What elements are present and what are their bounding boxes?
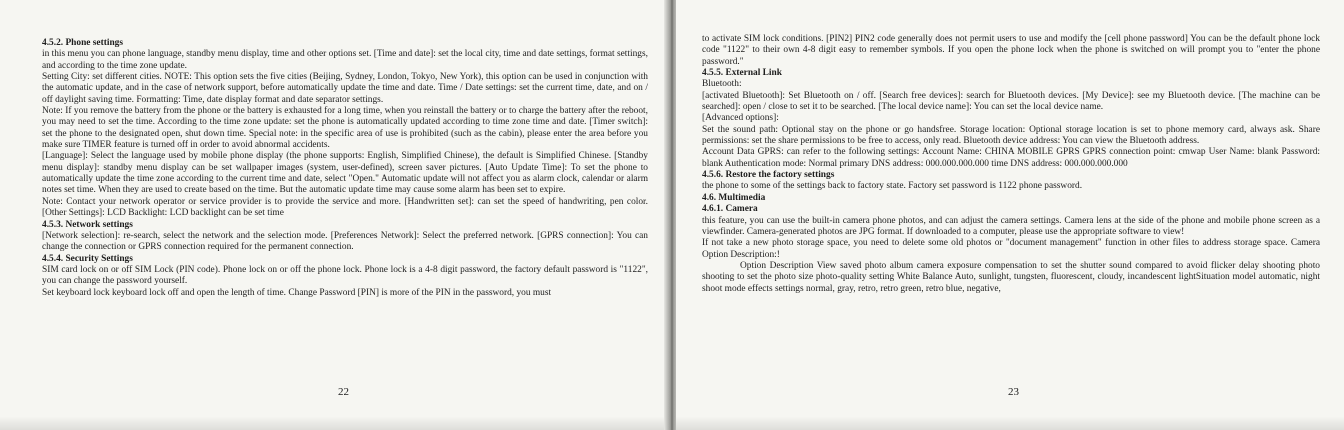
page-shadow (0, 416, 668, 430)
section-heading: 4.5.6. Restore the factory settings (702, 170, 835, 181)
section-heading: 4.5.3. Network settings (42, 219, 133, 230)
right-page-text (702, 34, 1320, 295)
paragraph: the phone to some of the settings back to factory state. Factory set password is 1122 phone password. (702, 181, 1083, 192)
paragraph: to activate SIM lock conditions. [PIN2] PIN2 code generally does not permit users to use and modify the [cell phone password] You can be the default phone lock code "1122" to their own 4-8 digit easy to remember symbols. If you open the phone lock when the phone is switched on will prompt you to "enter the phone password." (702, 34, 1320, 67)
paragraph: Setting City: set different cities. NOTE: This option sets the five cities (Beijing, Sydney, London, Tokyo, New York), this option can be used in conjunction with the automatic update, and in the case of network support, before automatically update the time and date. Time / Date settings: set the current time, date, and on / off daylight saving time. Formatting: Time, date display format and date separator settings. (42, 72, 648, 105)
paragraph: If not take a new photo storage space, you need to delete some old photos or "document management" function in other files to address storage space. Camera Option Description:! (702, 238, 1320, 260)
left-page-text (42, 38, 648, 299)
section-heading: 4.5.4. Security Settings (42, 253, 133, 264)
paragraph: [activated Bluetooth]: Set Bluetooth on / off. [Search free devices]: search for Bluetooth devices. [My Device]: see my Bluetooth device. [The machine can be searched]: open / close to set it to be searched. [The local device name]: You can set the local device name. (702, 90, 1320, 113)
paragraph: SIM card lock on or off SIM Lock (PIN code). Phone lock on or off the phone lock. Phone lock is a 4-8 digit password, the factory default password is "1122", you can change the password yourself. (42, 264, 648, 287)
paragraph: Set the sound path: Optional stay on the phone or go handsfree. Storage location: Optional storage location is set to phone memory card, always ask. Share permissions: set the share permissions to be free to access, only read. Bluetooth device address: You can view the Bluetooth address. (702, 124, 1320, 147)
left-page (0, 0, 668, 430)
paragraph: Note: If you remove the battery from the phone or the battery is exhausted for a long time, when you reinstall the battery or to charge the battery after the reboot, you may need to set the time. According to the time zone update: set the phone is automatically updated according to time zone time and date. [Timer switch]: set the phone to the designated open, shut down time. Special note: in the specific area of use is prohibited (such as the cabin), please enter the area before you make sure TIMER feature is turned off in order to avoid abnormal accidents. (42, 106, 648, 151)
section-heading: 4.5.2. Phone settings (42, 38, 123, 48)
paragraph: in this menu you can phone language, standby menu display, time and other options set. [Time and date]: set the local city, time and date settings, format settings, and according to the time zone update. (42, 49, 648, 71)
section-heading: 4.5.5. External Link (702, 68, 782, 79)
page-shadow (676, 416, 1344, 430)
right-page (676, 0, 1344, 430)
paragraph: Set keyboard lock keyboard lock off and open the length of time. Change Password [PIN] is more of the PIN in the password, you must (42, 287, 552, 298)
page-number-right: 23 (1008, 386, 1019, 398)
paragraph: [Advanced options]: (702, 113, 779, 124)
paragraph: this feature, you can use the built-in camera phone photos, and can adjust the camera settings. Camera lens at the side of the phone and mobile phone screen as a viewfinder. Camera-generated photos are JPG format. If downloaded to a computer, please use the appropriate software to view! (702, 215, 1320, 237)
section-heading: 4.6. Multimedia (702, 192, 766, 203)
paragraph: Option Description View saved photo album camera exposure compensation to set the shutter sound compared to avoid flicker delay shooting photo shooting to set the photo size photo-quality setting White Balance Auto, sunlight, tungsten, fluorescent, cloudy, incandescent lightSituation model automatic, night shoot mode effects settings normal, gray, retro, retro green, retro blue, negative, (702, 260, 1320, 294)
section-heading: 4.6.1. Camera (702, 204, 758, 215)
page-number-left: 22 (338, 386, 349, 398)
paragraph: [Network selection]: re-search, select the network and the selection mode. [Preferences Network]: Select the preferred network. [GPRS connection]: You can change the connection or GPRS connection required for the permanent connection. (42, 230, 648, 253)
paragraph: Bluetooth: (702, 79, 742, 90)
paragraph: [Language]: Select the language used by mobile phone display (the phone supports: English, Simplified Chinese), the default is Simplified Chinese. [Standby menu display]: standby menu display can be set wallpaper images (system, user-defined), screen saver pictures. [Auto Update Time]: To set the phone to automatically update the time zone according to the current time and date, select "Open." Automatic update will not affect you as alarm clock, calendar or alarm notes set time. When they are used to create based on the time. But the automatic update time may cause some alarm has been set to expire. (42, 151, 648, 196)
paragraph: Account Data GPRS: can refer to the following settings: Account Name: CHINA MOBILE GPRS GPRS connection point: cmwap User Name: blank Password: blank Authentication mode: Normal primary DNS address: 000.000.000.000 time DNS address: 000.000.000.000 (702, 147, 1320, 169)
paragraph: Note: Contact your network operator or service provider is to provide the service and more. [Handwritten set]: can set the speed of handwriting, pen color. [Other Settings]: LCD Backlight: LCD backlight can be set time (42, 196, 648, 219)
